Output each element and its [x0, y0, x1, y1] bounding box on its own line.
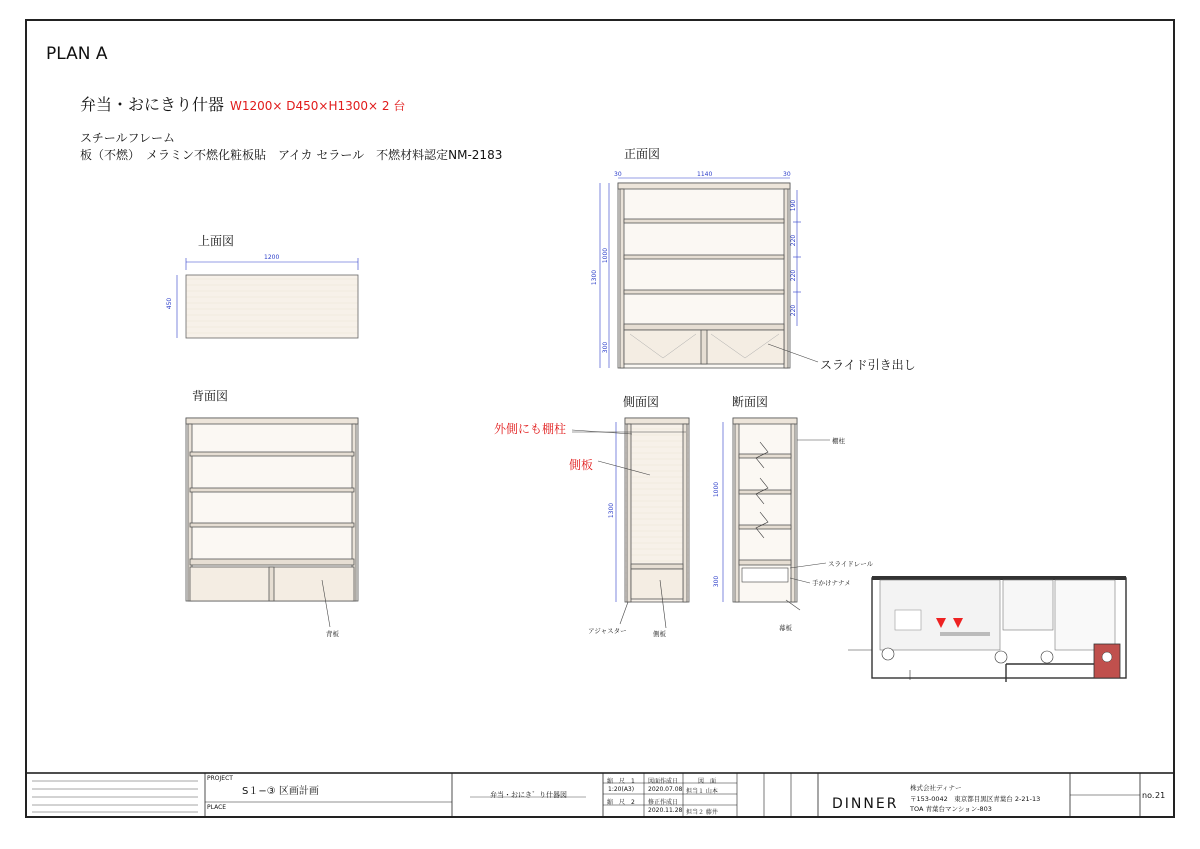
tb-company-building: TOA 青葉台マンション-803 — [910, 805, 992, 813]
tb-drawer-2: 担当２ 藤井 — [686, 809, 718, 816]
top-view-drawing — [177, 258, 358, 338]
tb-scale-label-1: 縮 尺 1 — [607, 778, 635, 785]
annotation-side-panel: 側板 — [569, 458, 594, 472]
back-view-drawing — [186, 418, 358, 627]
side-view-drawing — [572, 418, 689, 628]
title-spec: W1200× D450×H1300× 2 台 — [230, 99, 406, 113]
tb-project-name: S１−③ 区画計画 — [242, 786, 319, 797]
label-section-view: 断面図 — [732, 395, 769, 409]
label-back-view: 背面図 — [192, 389, 229, 403]
tb-drawing-name: 弁当・おにき゛り什器図 — [490, 791, 567, 799]
dim-front-upper-height: 1000 — [602, 247, 610, 264]
page-title — [80, 92, 405, 115]
annotation-slide-drawer: スライド引き出し — [820, 358, 916, 372]
front-view-drawing — [600, 178, 818, 368]
dim-shelf-3: 220 — [790, 269, 798, 282]
annotation-curtain-board: 幕板 — [779, 624, 792, 632]
tb-scale-label-2: 縮 尺 2 — [607, 799, 635, 806]
dim-front-drawer-height: 300 — [602, 341, 610, 354]
tb-place-label: PLACE — [207, 804, 227, 811]
annotation-back-board: 背板 — [326, 630, 339, 638]
tb-date-revised: 2020.11.28 — [648, 807, 683, 814]
title-main: 弁当・おにきり什器 — [80, 95, 225, 114]
label-front-view: 正面図 — [624, 147, 661, 161]
dim-section-lower: 300 — [713, 575, 721, 588]
tb-company-address: 〒153-0042 東京都目黒区青葉台 2-21-13 — [910, 795, 1041, 803]
dim-shelf-1: 190 — [790, 199, 798, 212]
annotation-outer-post: 外側にも棚柱 — [494, 422, 567, 436]
tb-page-label: no. — [1142, 791, 1155, 800]
dim-front-total-height: 1300 — [591, 269, 599, 286]
label-top-view: 上面図 — [198, 234, 235, 248]
tb-scale-value-1: 1:20(A3) — [608, 786, 635, 793]
tb-date-revised-label: 修正作成日 — [648, 799, 679, 806]
tb-date-created: 2020.07.08 — [648, 786, 683, 793]
plan-label: PLAN A — [46, 44, 108, 64]
tb-drawer-label: 図 面 — [698, 778, 717, 785]
site-plan — [848, 576, 1126, 682]
tb-project-label: PROJECT — [207, 775, 233, 782]
dim-front-left-edge: 30 — [614, 171, 622, 178]
annotation-hand-chamfer: 手かけナナメ — [812, 579, 851, 587]
note-board: 板（不燃） メラミン不燃化粧板貼 アイカ セラール 不燃材料認定NM-2183 — [80, 148, 503, 162]
dim-shelf-2: 220 — [790, 234, 798, 247]
tb-page-number: 21 — [1155, 791, 1166, 800]
tb-company-name: 株式会社ディナー — [910, 784, 962, 792]
annotation-shelf-post: 棚柱 — [832, 437, 845, 445]
annotation-adjuster: アジャスター — [588, 627, 627, 635]
dim-front-right-edge: 30 — [783, 171, 791, 178]
annotation-side-board: 側板 — [653, 630, 666, 638]
dim-shelf-4: 220 — [790, 304, 798, 317]
company-logo: DINNER — [832, 796, 899, 812]
tb-date-created-label: 図面作成日 — [648, 778, 679, 785]
dim-front-inner-width: 1140 — [697, 171, 713, 178]
dim-section-upper: 1000 — [713, 481, 721, 498]
note-frame: スチールフレーム — [80, 131, 176, 145]
tb-drawer-1: 担当１ 山本 — [686, 788, 718, 795]
dim-top-width: 1200 — [264, 254, 280, 261]
annotation-slide-rail: スライドレール — [828, 560, 874, 568]
label-side-view: 側面図 — [623, 395, 660, 409]
dim-top-depth: 450 — [166, 297, 174, 310]
dim-side-height: 1300 — [608, 502, 616, 519]
